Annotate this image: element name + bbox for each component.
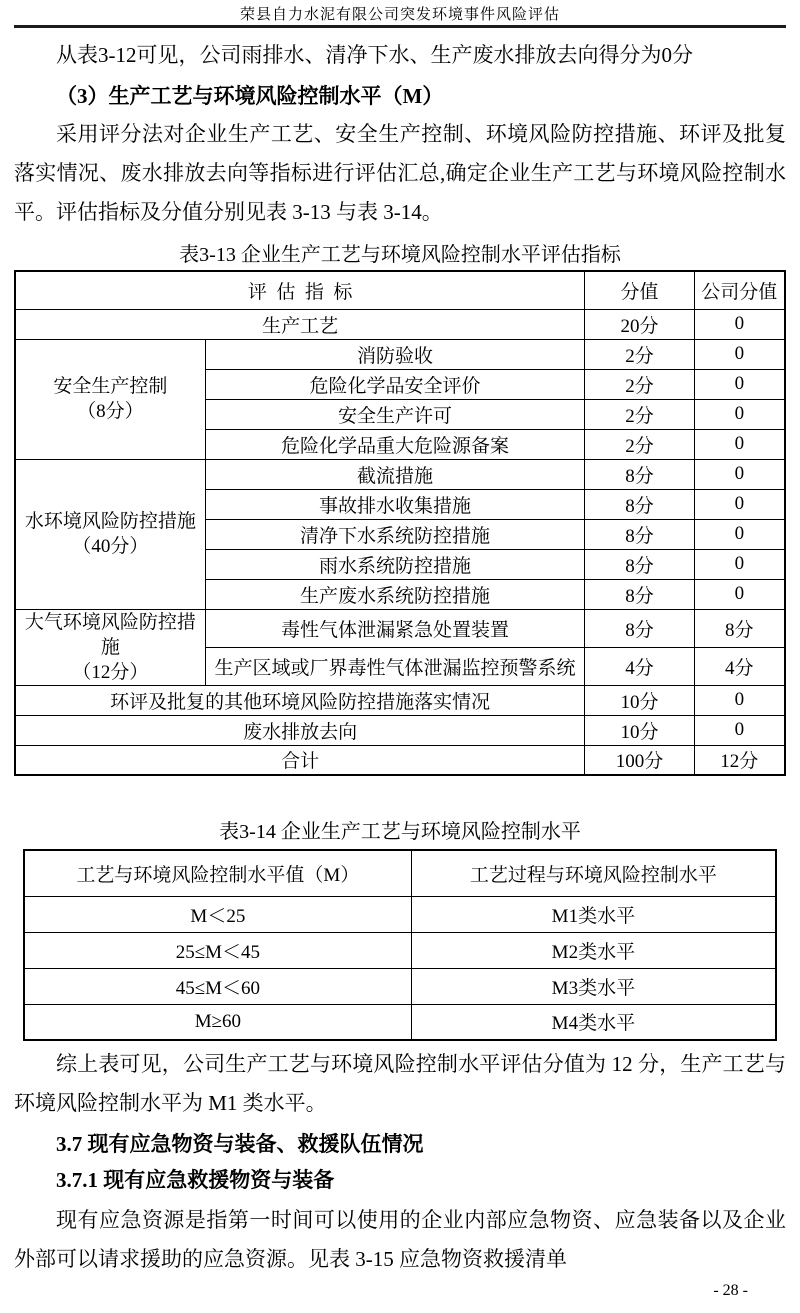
group-score-note: （8分） xyxy=(77,401,144,422)
table-cell: 清净下水系统防控措施 xyxy=(205,519,585,549)
table-row xyxy=(15,309,785,339)
table-cell: 0 xyxy=(694,549,785,579)
table-cell: 12分 xyxy=(694,745,785,775)
table-cell: 4分 xyxy=(694,647,785,685)
table-cell: 8分 xyxy=(585,489,694,519)
paragraph-method: 采用评分法对企业生产工艺、安全生产控制、环境风险防控措施、环评及批复落实情况、废水排放去向等指标进行评估汇总,确定企业生产工艺与环境风险控制水平。评估指标及分值分别见表 3-13 与表 3-14。 xyxy=(14,122,786,224)
table-cell: 毒性气体泄漏紧急处置装置 xyxy=(205,609,585,647)
group-name: 水环境风险防控措施 xyxy=(24,511,196,532)
table-cell: M＜25 xyxy=(24,896,411,932)
table-cell: 危险化学品安全评价 xyxy=(205,369,585,399)
t13-header-indicator: 评 估 指 标 xyxy=(15,271,585,309)
table-cell: 截流措施 xyxy=(205,459,585,489)
group-score-note: （40分） xyxy=(72,536,149,557)
table-cell: M4类水平 xyxy=(411,1004,776,1040)
table-3-13-caption: 表3-13 企业生产工艺与环境风险控制水平评估指标 xyxy=(179,244,621,266)
page-header xyxy=(14,0,786,28)
table-cell: 10分 xyxy=(585,685,694,715)
table-cell: 0 xyxy=(694,429,785,459)
group-name: 大气环境风险防控措施 xyxy=(24,611,196,658)
group-name: 安全生产控制 xyxy=(53,376,168,397)
paragraph-conclusion: 综上表可见，公司生产工艺与环境风险控制水平评估分值为 12 分，生产工艺与环境风险控制水平为 M1 类水平。 xyxy=(14,1052,786,1115)
table-cell: 2分 xyxy=(585,399,694,429)
table-cell: 0 xyxy=(694,519,785,549)
table-cell: 8分 xyxy=(585,609,694,647)
table-cell: M≥60 xyxy=(24,1004,411,1040)
table-cell: 20分 xyxy=(585,309,694,339)
t14-header-value: 工艺与环境风险控制水平值（M） xyxy=(24,850,411,896)
heading-section-3-7-1: 3.7.1 现有应急救援物资与装备 xyxy=(56,1168,335,1192)
table-3-14 xyxy=(23,849,777,1041)
heading-section-3: （3）生产工艺与环境风险控制水平（M） xyxy=(56,84,444,108)
t14-header-level: 工艺过程与环境风险控制水平 xyxy=(411,850,776,896)
table-cell: 0 xyxy=(694,339,785,369)
t13-group-air xyxy=(15,609,205,685)
table-cell: 8分 xyxy=(585,579,694,609)
table-cell: 生产区域或厂界毒性气体泄漏监控预警系统 xyxy=(205,647,585,685)
table-row xyxy=(15,685,785,715)
table-cell: 10分 xyxy=(585,715,694,745)
table-cell: 100分 xyxy=(585,745,694,775)
table-row xyxy=(24,968,776,1004)
table-row xyxy=(15,715,785,745)
table-3-14-caption: 表3-14 企业生产工艺与环境风险控制水平 xyxy=(219,821,581,843)
table-cell: 环评及批复的其他环境风险防控措施落实情况 xyxy=(15,685,585,715)
table-cell: 8分 xyxy=(585,549,694,579)
table-cell: 0 xyxy=(694,489,785,519)
table-cell: 0 xyxy=(694,579,785,609)
table-cell: 4分 xyxy=(585,647,694,685)
paragraph-emergency-resources: 现有应急资源是指第一时间可以使用的企业内部应急物资、应急装备以及企业外部可以请求援助的应急资源。见表 3-15 应急物资救援清单 xyxy=(14,1208,786,1271)
table-cell: 0 xyxy=(694,399,785,429)
table-cell: 雨水系统防控措施 xyxy=(205,549,585,579)
table-cell: 生产废水系统防控措施 xyxy=(205,579,585,609)
table-cell: 安全生产许可 xyxy=(205,399,585,429)
table-cell: 0 xyxy=(694,685,785,715)
table-cell: 生产工艺 xyxy=(15,309,585,339)
table-cell: 合计 xyxy=(15,745,585,775)
table-cell: 0 xyxy=(694,369,785,399)
t13-group-safety xyxy=(15,339,205,459)
table-cell: 0 xyxy=(694,309,785,339)
table-cell: 8分 xyxy=(585,459,694,489)
document-title: 荣县自力水泥有限公司突发环境事件风险评估 xyxy=(239,7,560,23)
table-cell: 0 xyxy=(694,459,785,489)
table-cell: M1类水平 xyxy=(411,896,776,932)
table-row xyxy=(15,459,785,489)
table-row xyxy=(24,932,776,968)
table-cell: 2分 xyxy=(585,339,694,369)
table-row xyxy=(24,896,776,932)
table-cell: 2分 xyxy=(585,369,694,399)
t13-header-score: 分值 xyxy=(585,271,694,309)
table-cell: 危险化学品重大危险源备案 xyxy=(205,429,585,459)
group-score-note: （12分） xyxy=(72,661,149,683)
table-cell: 事故排水收集措施 xyxy=(205,489,585,519)
table-3-13 xyxy=(14,270,786,776)
table-row xyxy=(24,850,776,896)
heading-section-3-7: 3.7 现有应急物资与装备、救援队伍情况 xyxy=(56,1132,424,1156)
page-number: - 28 - xyxy=(713,1282,748,1299)
table-cell: 45≤M＜60 xyxy=(24,968,411,1004)
t13-group-water xyxy=(15,459,205,609)
table-cell: 消防验收 xyxy=(205,339,585,369)
table-cell: 0 xyxy=(694,715,785,745)
table-row xyxy=(15,271,785,309)
table-cell: M2类水平 xyxy=(411,932,776,968)
paragraph-table312-result: 从表3-12可见，公司雨排水、清净下水、生产废水排放去向得分为0分 xyxy=(56,43,693,67)
table-cell: 25≤M＜45 xyxy=(24,932,411,968)
table-row xyxy=(24,1004,776,1040)
table-cell: 8分 xyxy=(585,519,694,549)
table-row xyxy=(15,745,785,775)
table-cell: M3类水平 xyxy=(411,968,776,1004)
table-cell: 2分 xyxy=(585,429,694,459)
table-row xyxy=(15,609,785,647)
t13-header-company-score: 公司分值 xyxy=(694,271,785,309)
table-cell: 废水排放去向 xyxy=(15,715,585,745)
table-row xyxy=(15,339,785,369)
table-cell: 8分 xyxy=(694,609,785,647)
